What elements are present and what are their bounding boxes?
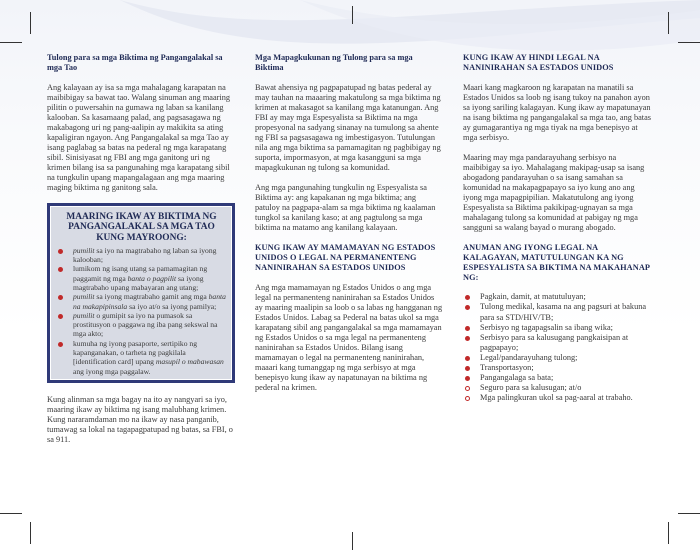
victim-sign-item: pumilit sa iyo na magtrabaho ng laban sa iyong kalooban; bbox=[56, 246, 227, 265]
bullet-icon bbox=[465, 295, 470, 300]
victim-sign-item: pumilit sa iyong magtrabaho gamit ang mga banta na makapipinsala sa iyo at/o sa iyong pamilya; bbox=[56, 292, 227, 311]
col1-paragraph-1: Ang kalayaan ay isa sa mga mahalagang karapatan na maibibigay sa bawat tao. Walang sinuman ang maaring pilitin o puwersahin na gumawa ng laban sa kanilang kalooban. Sa kasamaang palad, ang pagsasagawa ng makabagong uri ng pang-aalipin ay makikita sa ating kapaligiran ngayon. Ang Pangangalakal sa mga Tao ay isang paglabag sa batas na pederal ng mga karapatang sibil. Sinisiyasat ng FBI ang mga ganitong uri ng krimen bilang isa sa pangunahing mga karapatang sibil na tungkulin upang mapangalagaan ang mga maaring maging biktima ng ganitong sala. bbox=[47, 82, 231, 193]
bullet-icon bbox=[58, 249, 63, 254]
service-item: Mga palingkuran ukol sa pag-aaral at trabaho. bbox=[463, 393, 653, 403]
col2-paragraph-2: Ang mga pangunahing tungkulin ng Espesyalista sa Biktima ay: ang kapakanan ng mga biktima; ang patuloy na pagpapa-alam sa mga biktima ng kaalaman tungkol sa kanilang kaso; at ang pagtulong sa mga biktima na matamo ang kanilang kalayaan. bbox=[255, 183, 436, 233]
col2-paragraph-3: Ang mga mamamayan ng Estados Unidos o ang mga legal na permanenteng naninirahan sa Estados Unidos ay maaring maalipin sa loob o sa labas ng hangganan ng Estados Unidos. Labag sa Pederal na batas ukol sa mga karapatang sibil ang pangangalakal sa mga mamamayan ng Estados Unidos o sa mga legal na permanenteng naninirahan sa Estados Unidos. Bilang isang mamamayan o legal na permanenteng naninirahan, maaari kang tumanggap ng mga serbisyo at mga benepisyo kung ikaw ay napatunayan na biktima ng pederal na krimen. bbox=[255, 282, 443, 393]
victim-signs-title: MAARING IKAW AY BIKTIMA NG PANGANGALAKAL SA MGA TAO KUNG MAYROONG: bbox=[66, 212, 217, 243]
bullet-icon bbox=[58, 267, 63, 272]
column-1 bbox=[47, 53, 235, 455]
bullet-icon bbox=[465, 356, 470, 361]
bullet-icon bbox=[58, 342, 63, 347]
bullet-icon bbox=[465, 386, 470, 391]
victim-sign-item: pumilit o gumipit sa iyo na pumasok sa prostitusyon o paggawa ng iba pang sekswal na mga akto; bbox=[56, 311, 227, 339]
service-item: Seguro para sa kalusugan; at/o bbox=[463, 383, 653, 393]
col2-paragraph-1: Bawat ahensiya ng pagpapatupad ng batas pederal ay may tauhan na maaaring makatulong sa mga biktima ng krimen at makasagot sa kanilang mga katanungan. Ang FBI ay may mga Espesyalista sa Biktima na mga propesyonal na sadyang sinanay na tumulong sa ahente ng FBI sa pagsasagawa ng imbestigasyon. Tutulungan nila ang mga biktima sa pamamagitan ng pagbibigay ng suporta, impormasyon, at mga kasangguni sa mga mapagkukunan ng tulong sa komunidad. bbox=[255, 82, 441, 172]
victim-signs-box bbox=[47, 203, 235, 383]
service-item: Legal/pandarayuhang tulong; bbox=[463, 353, 653, 363]
col1-paragraph-2: Kung alinman sa mga bagay na ito ay nangyari sa iyo, maaring ikaw ay biktima ng isang malubhang krimen. Kung nararamdaman mo na ikaw ay nasa panganib, tumawag sa lokal na tagapagpatupad ng batas, sa FBI, o sa 911. bbox=[47, 394, 233, 445]
col2-heading-2: KUNG IKAW AY MAMAMAYAN NG ESTADOS UNIDOS O LEGAL NA PERMANENTENG NANINIRAHAN SA ESTADOS UNIDOS bbox=[255, 243, 436, 272]
bullet-icon bbox=[465, 376, 470, 381]
victim-sign-item: lumikom ng isang utang sa pamamagitan ng paggamit ng mga banta o pagpilit sa iyong magtrabaho upang mabayaran ang utang; bbox=[56, 264, 227, 292]
service-item: Serbisyo ng tagapagsalin sa ibang wika; bbox=[463, 323, 653, 333]
col2-heading: Mga Mapagkukunan ng Tulong para sa mga Biktima bbox=[255, 53, 413, 72]
bullet-icon bbox=[465, 305, 470, 310]
services-list bbox=[463, 292, 653, 403]
column-3 bbox=[463, 53, 653, 403]
service-item: Serbisyo para sa kalusugang pangkaisipan at pagpapayo; bbox=[463, 333, 653, 353]
col3-paragraph-2: Maaring may mga pandarayuhang serbisyo na maibibigay sa iyo. Mahalagang makipag-usap sa isang abogadong pandarayuhan o sa isang samahan sa komunidad na makapagpapayo sa iyo kung ano ang iyong mga mapagpipilian. Makatutulong ang iyong Espesyalista sa Biktima pakikipag-ugnayan sa mga mahalagang tulong sa komunidad at pabigay ng mga sangguni sa walang bayad o murang abogado. bbox=[463, 152, 645, 233]
bullet-icon bbox=[465, 396, 470, 401]
column-2 bbox=[255, 53, 443, 403]
service-item: Tulong medikal, kasama na ang pagsuri at bakuna para sa STD/HIV/TB; bbox=[463, 302, 653, 322]
col3-paragraph-1: Maari kang magkaroon ng karapatan na manatili sa Estados Unidos sa loob ng isang tukoy na panahon ayon sa iyong sariling kalagayan. Kung ikaw ay mapatunayan na isang biktima ng pangangalakal sa mga tao, ang batas ay gumagarantiya ng mga tiyak na mga benepisyo at mga serbisyo. bbox=[463, 82, 652, 142]
bullet-icon bbox=[465, 336, 470, 341]
col3-heading-2: ANUMAN ANG IYONG LEGAL NA KALAGAYAN, MATUTULUNGAN KA NG ESPESYALISTA SA BIKTIMA NA MAKAHANAP NG: bbox=[463, 243, 650, 282]
victim-sign-item: kumuha ng iyong pasaporte, sertipiko ng kapanganakan, o tarheta ng pagkilala [identification card] upang masupil o mabawasan ang iyong mga paggalaw. bbox=[56, 339, 227, 376]
col1-heading: Tulong para sa mga Biktima ng Pangangalakal sa mga Tao bbox=[47, 53, 223, 72]
victim-signs-list bbox=[56, 246, 227, 376]
service-item: Pangangalaga sa bata; bbox=[463, 373, 653, 383]
bullet-icon bbox=[58, 295, 63, 300]
col3-heading: KUNG IKAW AY HINDI LEGAL NA NANINIRAHAN SA ESTADOS UNIDOS bbox=[463, 53, 614, 72]
bullet-icon bbox=[58, 314, 63, 319]
bullet-icon bbox=[465, 326, 470, 331]
service-item: Pagkain, damit, at matutuluyan; bbox=[463, 292, 653, 302]
bullet-icon bbox=[465, 366, 470, 371]
service-item: Transportasyon; bbox=[463, 363, 653, 373]
